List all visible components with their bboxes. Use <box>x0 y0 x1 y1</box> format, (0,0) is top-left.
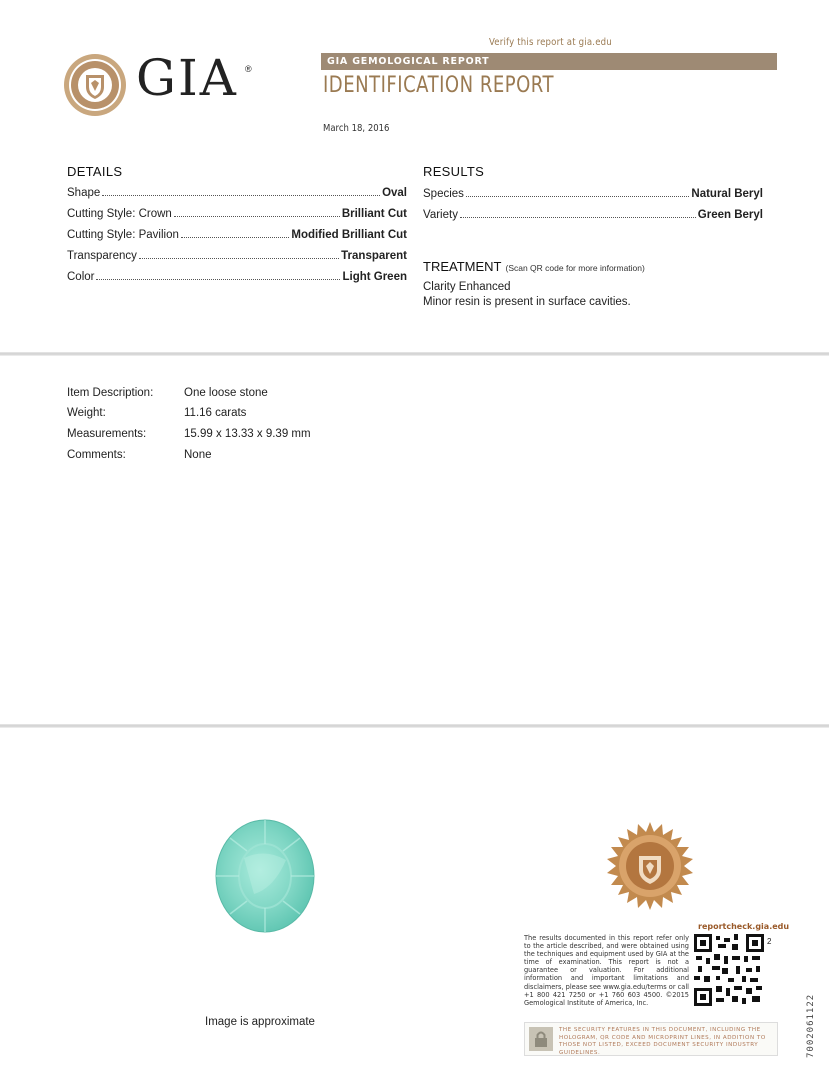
fold-divider <box>0 352 829 356</box>
details-value: Transparent <box>341 250 407 262</box>
results-value: Natural Beryl <box>691 188 763 200</box>
details-value: Brilliant Cut <box>341 208 407 220</box>
gia-logo-text: GIA <box>136 49 238 107</box>
results-label: Species <box>423 188 464 200</box>
treatment-heading <box>423 259 645 274</box>
treatment-title: TREATMENT <box>423 259 502 274</box>
item-label: Weight: <box>67 407 106 419</box>
report-title: IDENTIFICATION REPORT <box>323 73 555 98</box>
leader-dots <box>466 196 689 197</box>
qr-code-icon[interactable] <box>694 934 764 1006</box>
details-label: Shape <box>67 187 101 199</box>
leader-dots <box>102 195 380 196</box>
lock-icon <box>529 1027 553 1051</box>
details-row <box>67 229 407 241</box>
details-row <box>67 187 407 199</box>
results-heading: RESULTS <box>423 164 485 179</box>
details-label: Cutting Style: Pavilion <box>67 229 179 241</box>
item-value: 15.99 x 13.33 x 9.39 mm <box>184 428 311 440</box>
treatment-line-2: Minor resin is present in surface cavities. <box>423 296 631 308</box>
results-row <box>423 188 763 200</box>
leader-dots <box>139 258 339 259</box>
gia-seal-icon <box>63 53 127 117</box>
details-label: Cutting Style: Crown <box>67 208 172 220</box>
item-value: One loose stone <box>184 387 268 399</box>
gia-seal-large-icon <box>606 822 694 910</box>
disclaimer-text: The results documented in this report refer only to the article described, and were obtained using the techniques and equipment used by GIA at the time of examination. This report is not a guarantee or valuation. For additional information and important limitations and disclaimers, please see www.gia.edu/terms or call +1 800 421 7250 or +1 760 603 4500. ©2015 Gemological Institute of America, Inc. <box>524 934 689 1007</box>
details-row <box>67 208 407 220</box>
results-value: Green Beryl <box>697 209 763 221</box>
security-notice <box>524 1022 778 1056</box>
report-date: March 18, 2016 <box>323 123 390 134</box>
item-value: 11.16 carats <box>184 407 247 419</box>
serial-number: 7002061122 <box>806 993 816 1058</box>
image-caption: Image is approximate <box>205 1016 315 1028</box>
results-label: Variety <box>423 209 458 221</box>
item-label: Measurements: <box>67 428 147 440</box>
treatment-line-1: Clarity Enhanced <box>423 281 511 293</box>
registered-mark: ® <box>245 64 252 74</box>
leader-dots <box>460 217 696 218</box>
details-value: Light Green <box>342 271 407 283</box>
fold-divider <box>0 724 829 728</box>
leader-dots <box>96 279 340 280</box>
qr-number: 2 <box>767 937 772 946</box>
details-row <box>67 250 407 262</box>
details-row <box>67 271 407 283</box>
treatment-note: (Scan QR code for more information) <box>505 263 645 273</box>
item-label: Comments: <box>67 449 126 461</box>
report-type-bar <box>321 53 777 70</box>
details-label: Transparency <box>67 250 137 262</box>
details-heading: DETAILS <box>67 164 123 179</box>
item-label: Item Description: <box>67 387 154 399</box>
leader-dots <box>181 237 289 238</box>
details-label: Color <box>67 271 95 283</box>
item-value: None <box>184 449 212 461</box>
results-row <box>423 209 763 221</box>
details-value: Modified Brilliant Cut <box>291 229 407 241</box>
security-text: THE SECURITY FEATURES IN THIS DOCUMENT, INCLUDING THE HOLOGRAM, QR CODE AND MICROPRINT LINES, IN ADDITION TO THOSE NOT LISTED, EXCEED DOCUMENT SECURITY INDUSTRY GUIDELINES. <box>559 1027 766 1056</box>
reportcheck-link[interactable]: reportcheck.gia.edu <box>698 922 790 931</box>
details-value: Oval <box>382 187 407 199</box>
verify-link[interactable]: Verify this report at gia.edu <box>489 37 612 48</box>
leader-dots <box>174 216 340 217</box>
report-type-label: GIA GEMOLOGICAL REPORT <box>327 56 490 67</box>
gemstone-image <box>214 818 316 934</box>
